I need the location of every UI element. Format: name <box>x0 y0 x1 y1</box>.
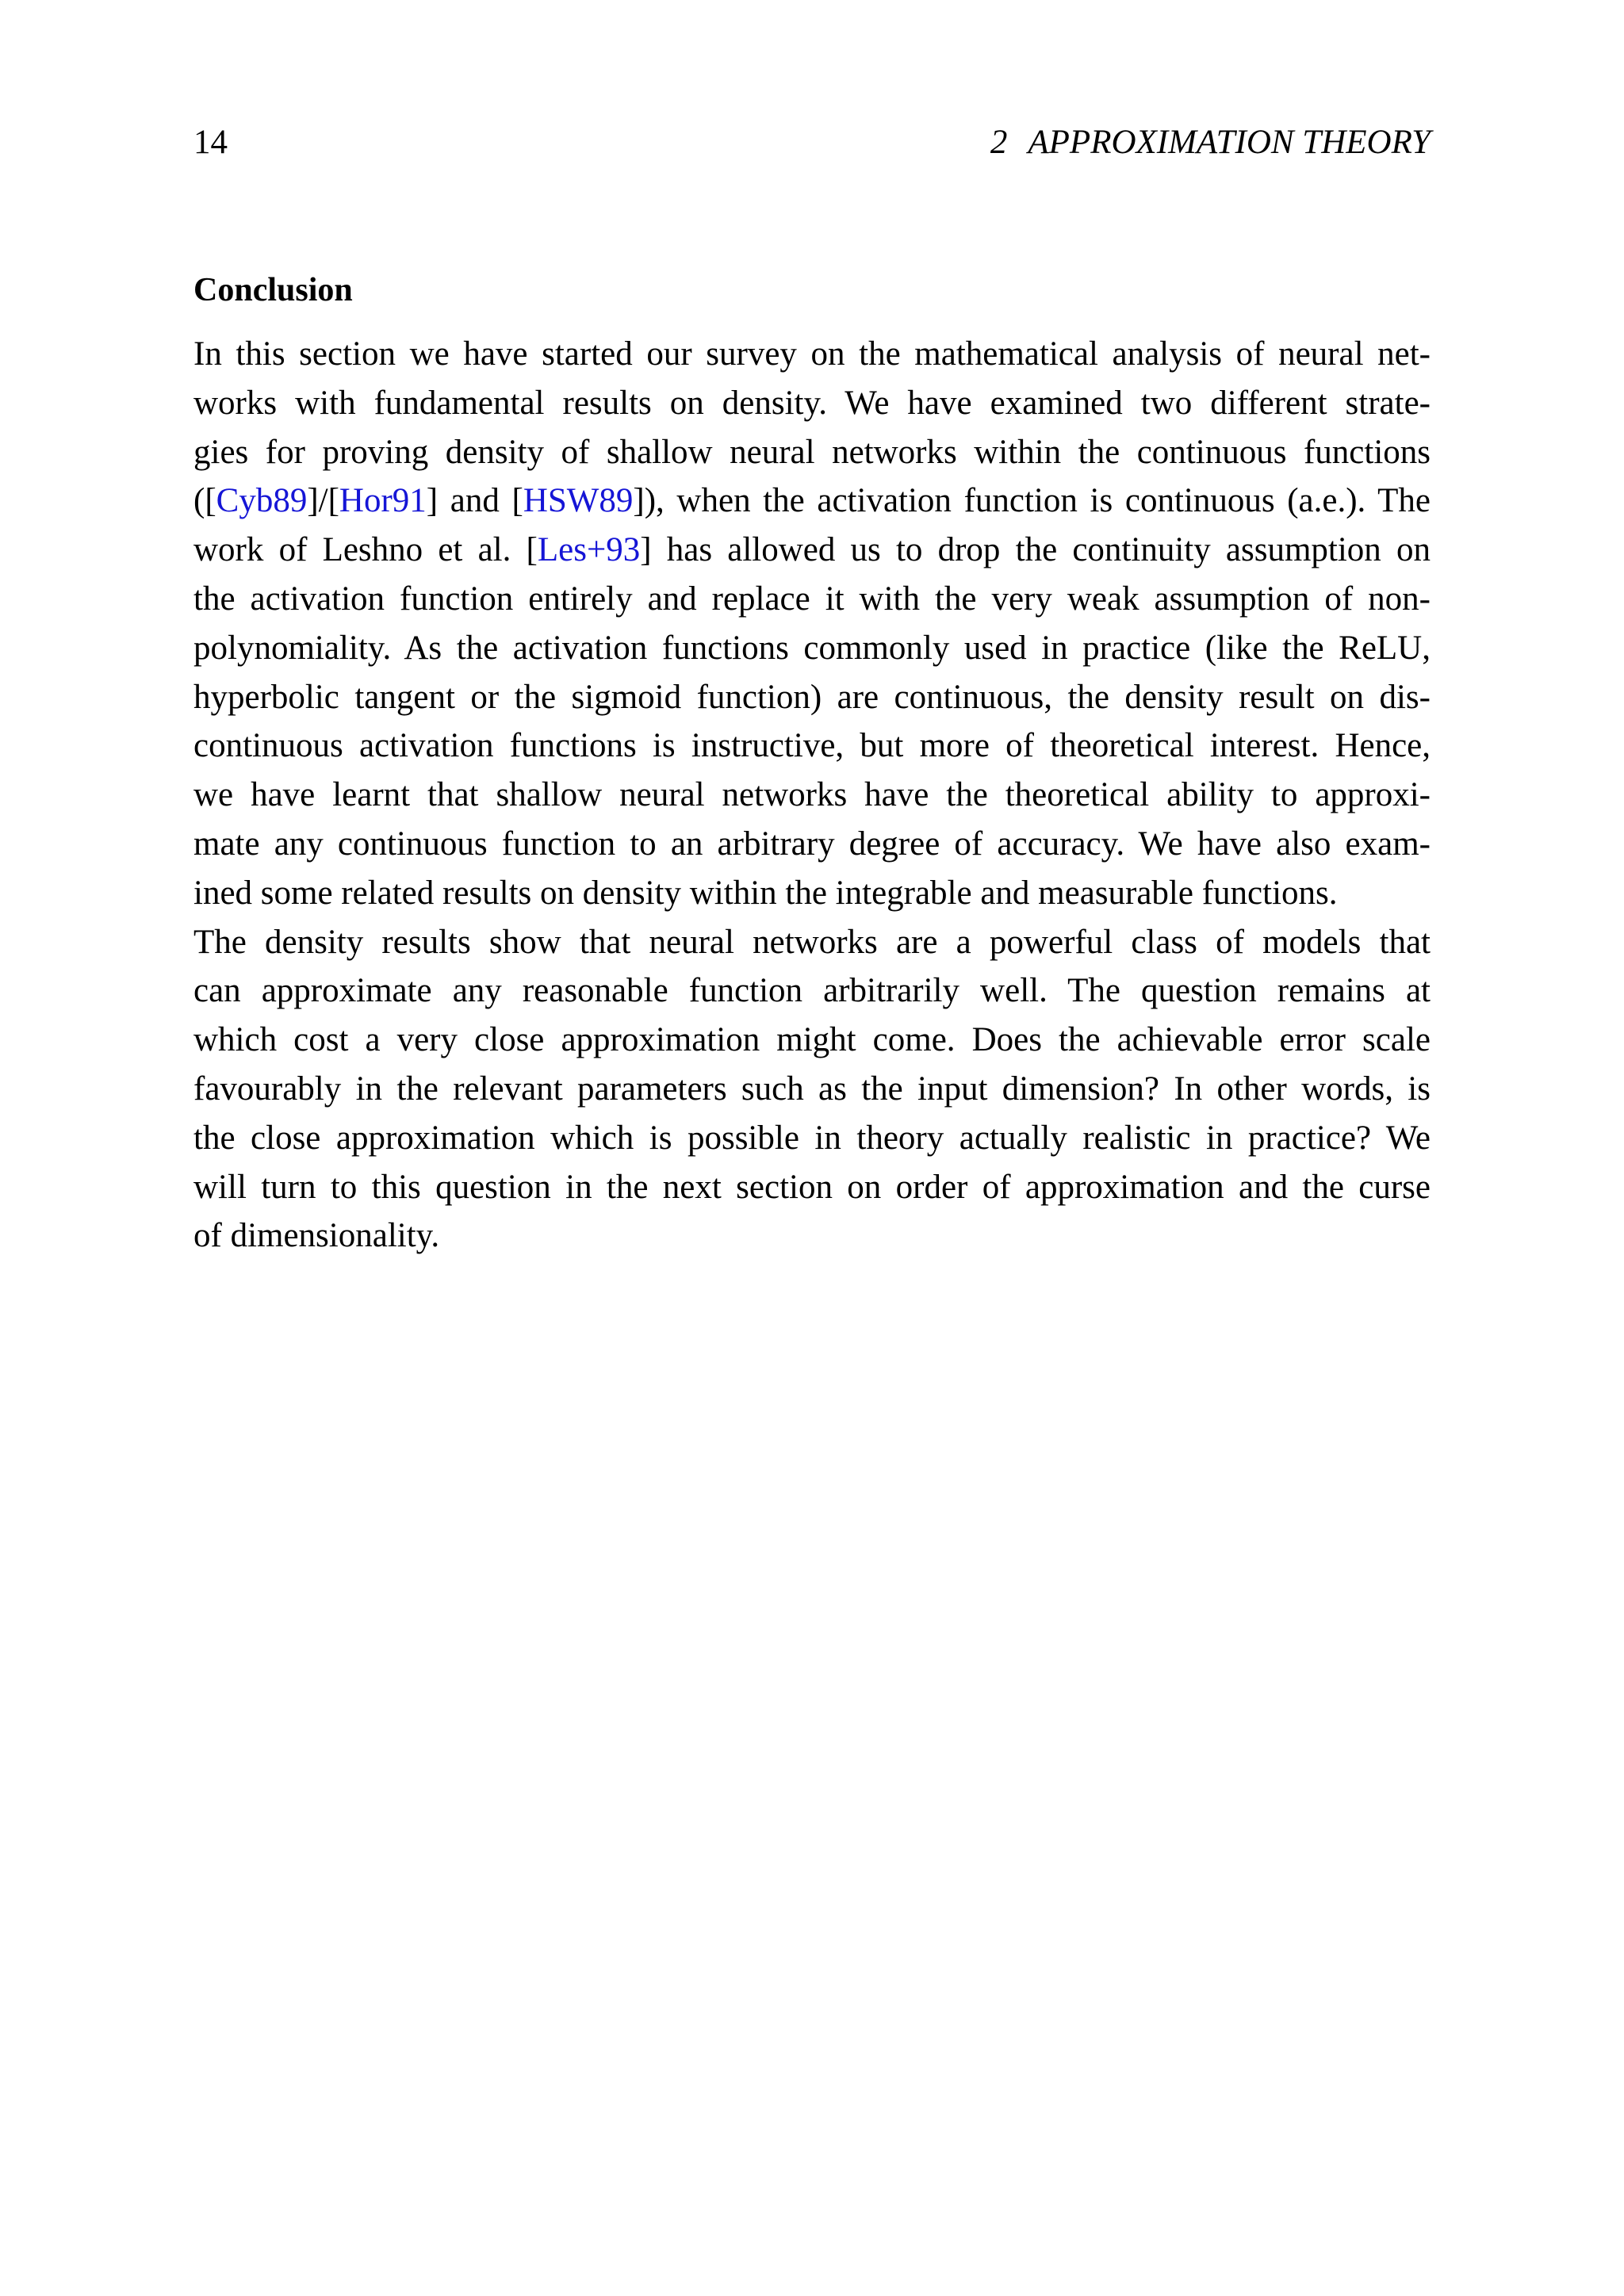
text-line: ined some related results on density within the integrable and measurable functions. <box>193 874 1338 912</box>
text-line: works with fundamental results on density. We have examined two different strate- <box>193 384 1431 422</box>
text-line: which cost a very close approximation might come. Does the achievable error scale <box>193 1021 1431 1059</box>
text-line: favourably in the relevant parameters such as the input dimension? In other words, is <box>193 1070 1431 1108</box>
text-line: gies for proving density of shallow neural networks within the continuous functions <box>193 433 1431 471</box>
text-line: we have learnt that shallow neural networks have the theoretical ability to approxi- <box>193 776 1431 814</box>
citation-link-cyb89[interactable]: Cyb89 <box>216 482 308 520</box>
page-number: 14 <box>193 124 228 161</box>
citation-link-hor91[interactable]: Hor91 <box>339 482 427 520</box>
main-content <box>193 266 1431 1261</box>
text-line: the activation function entirely and replace it with the very weak assumption of non- <box>193 580 1431 618</box>
text-line: of dimensionality. <box>193 1217 440 1255</box>
chapter-heading <box>990 119 1431 166</box>
running-header <box>193 119 1431 166</box>
conclusion-paragraph <box>193 330 1431 1261</box>
section-heading: Conclusion <box>193 272 353 308</box>
text-line: continuous activation functions is instructive, but more of theoretical interest. Hence, <box>193 727 1431 765</box>
text-line: polynomiality. As the activation functions commonly used in practice (like the ReLU, <box>193 629 1431 667</box>
text-fragment: ]/[ <box>307 482 339 520</box>
text-fragment: ] and [ <box>426 482 523 520</box>
citation-link-hsw89[interactable]: HSW89 <box>523 482 634 520</box>
text-fragment: ]), when the activation function is continuous (a.e.). The <box>633 482 1431 520</box>
chapter-number: 2 <box>990 124 1008 161</box>
citation-link-les93[interactable]: Les+93 <box>537 531 641 569</box>
text-line: The density results show that neural networks are a powerful class of models that <box>193 923 1431 961</box>
text-line <box>193 526 1431 575</box>
text-line: hyperbolic tangent or the sigmoid function) are continuous, the density result on dis- <box>193 678 1431 716</box>
text-line: the close approximation which is possible in theory actually realistic in practice? We <box>193 1119 1431 1157</box>
chapter-title: APPROXIMATION THEORY <box>1028 124 1431 161</box>
text-fragment: ([ <box>193 482 216 520</box>
text-fragment: ] has allowed us to drop the continuity assumption on <box>640 531 1431 569</box>
text-line: mate any continuous function to an arbitrary degree of accuracy. We have also exam- <box>193 825 1431 863</box>
text-line: can approximate any reasonable function arbitrarily well. The question remains at <box>193 972 1431 1010</box>
text-line: will turn to this question in the next section on order of approximation and the curse <box>193 1168 1431 1206</box>
text-line <box>193 476 1431 526</box>
text-fragment: work of Leshno et al. [ <box>193 531 538 569</box>
text-line: In this section we have started our survey on the mathematical analysis of neural net- <box>193 335 1431 373</box>
